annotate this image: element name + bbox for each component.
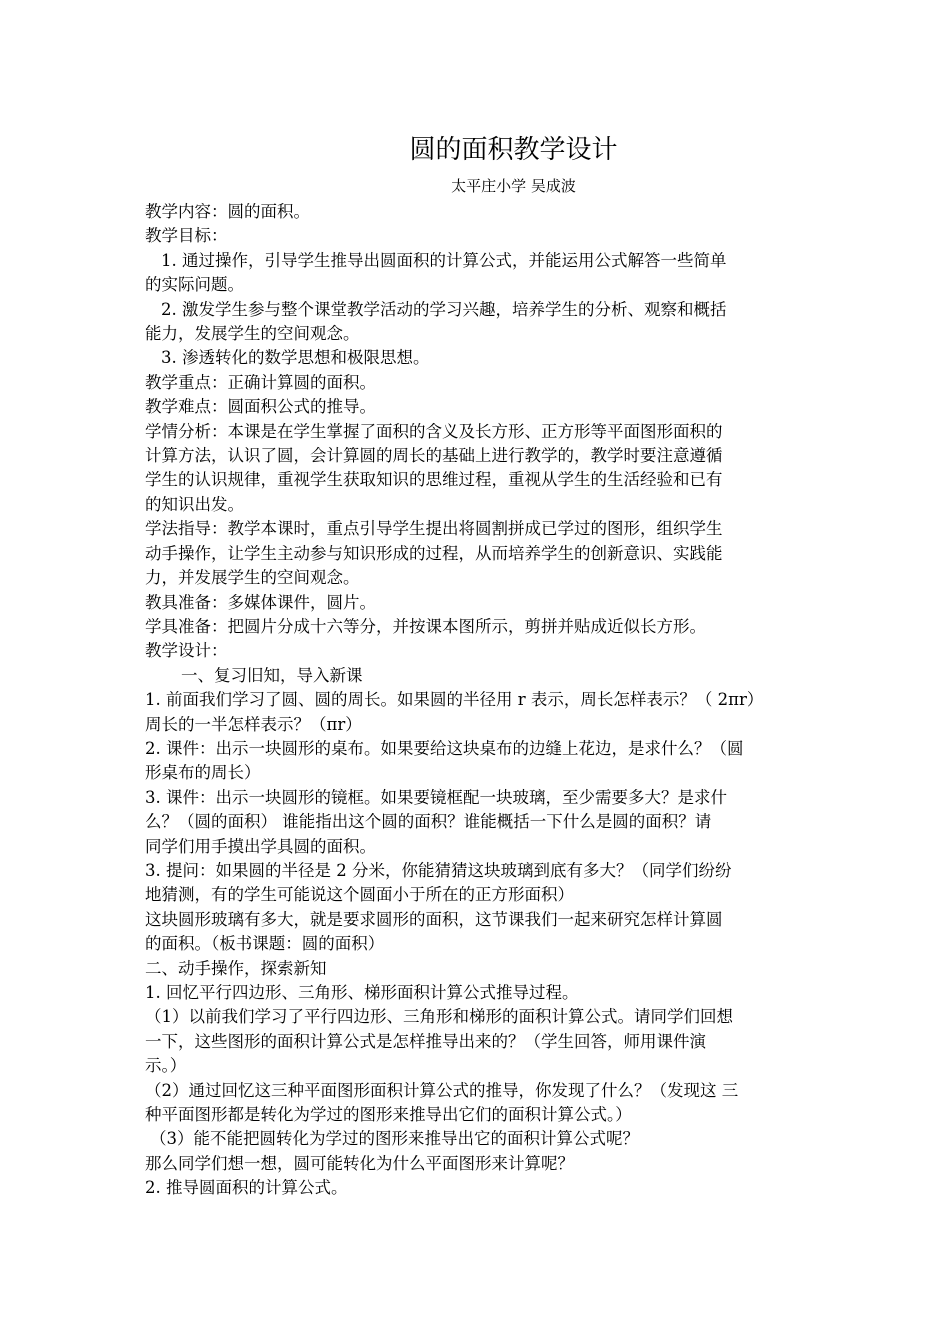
document-author: 太平庄小学 吴成波 bbox=[451, 177, 576, 195]
paragraph-line: 学生的认识规律，重视学生获取知识的思维过程，重视从学生的生活经验和已有 bbox=[145, 470, 723, 490]
paragraph-line: 的实际问题。 bbox=[145, 275, 244, 295]
paragraph-line: 3. 渗透转化的数学思想和极限思想。 bbox=[161, 348, 430, 368]
document-page bbox=[145, 130, 810, 1201]
paragraph-line: 一下，这些图形的面积计算公式是怎样推导出来的？（学生回答，师用课件演 bbox=[145, 1031, 706, 1051]
paragraph-line: 那么同学们想一想，圆可能转化为什么平面图形来计算呢？ bbox=[145, 1153, 574, 1173]
paragraph-line: 学具准备：把圆片分成十六等分，并按课本图所示，剪拼并贴成近似长方形。 bbox=[145, 616, 706, 636]
paragraph-line: 地猜测，有的学生可能说这个圆面小于所在的正方形面积） bbox=[145, 885, 574, 905]
paragraph-line: 教学目标： bbox=[145, 226, 228, 246]
paragraph-line: 动手操作，让学生主动参与知识形成的过程，从而培养学生的创新意识、实践能 bbox=[145, 543, 723, 563]
paragraph-line: 周长的一半怎样表示？（πr） bbox=[145, 714, 362, 734]
paragraph-line: 这块圆形玻璃有多大，就是要求圆形的面积，这节课我们一起来研究怎样计算圆 bbox=[145, 909, 723, 929]
paragraph-line: 1. 前面我们学习了圆、圆的周长。如果圆的半径用 r 表示，周长怎样表示？（ 2πr） bbox=[145, 690, 764, 710]
section-heading: 一、复习旧知，导入新课 bbox=[181, 665, 363, 685]
paragraph-line: 2. 推导圆面积的计算公式。 bbox=[145, 1178, 348, 1198]
paragraph-line: （1）以前我们学习了平行四边形、三角形和梯形的面积计算公式。请同学们回想 bbox=[145, 1007, 733, 1027]
paragraph-line: 示。） bbox=[145, 1056, 187, 1076]
paragraph-line: 同学们用手摸出学具圆的面积。 bbox=[145, 836, 376, 856]
paragraph-line: 么？（圆的面积） 谁能指出这个圆的面积？谁能概括一下什么是圆的面积？请 bbox=[145, 812, 712, 832]
paragraph-line: 2. 激发学生参与整个课堂教学活动的学习兴趣，培养学生的分析、观察和概括 bbox=[161, 299, 727, 319]
paragraph-line: 教学设计： bbox=[145, 641, 228, 661]
paragraph-line: 1. 通过操作，引导学生推导出圆面积的计算公式，并能运用公式解答一些简单 bbox=[161, 250, 727, 270]
paragraph-line: 学情分析：本课是在学生掌握了面积的含义及长方形、正方形等平面图形面积的 bbox=[145, 421, 723, 441]
paragraph-line: 教学重点：正确计算圆的面积。 bbox=[145, 372, 376, 392]
paragraph-line: 力，并发展学生的空间观念。 bbox=[145, 568, 360, 588]
paragraph-line: （2）通过回忆这三种平面图形面积计算公式的推导，你发现了什么？（发现这 三 bbox=[145, 1080, 739, 1100]
paragraph-line: 计算方法，认识了圆，会计算圆的周长的基础上进行教学的，教学时要注意遵循 bbox=[145, 446, 723, 466]
paragraph-line: 1. 回忆平行四边形、三角形、梯形面积计算公式推导过程。 bbox=[145, 983, 579, 1002]
paragraph-line: 的面积。（板书课题：圆的面积） bbox=[145, 934, 385, 954]
paragraph-line: 教具准备：多媒体课件，圆片。 bbox=[145, 592, 376, 612]
paragraph-line: 能力，发展学生的空间观念。 bbox=[145, 324, 360, 344]
paragraph-line: 教学内容：圆的面积。 bbox=[145, 202, 310, 221]
paragraph-line: 学法指导：教学本课时，重点引导学生提出将圆割拼成已学过的图形，组织学生 bbox=[145, 519, 723, 539]
paragraph-line: （3）能不能把圆转化为学过的图形来推导出它的面积计算公式呢？ bbox=[150, 1129, 639, 1149]
paragraph-line: 种平面图形都是转化为学过的图形来推导出它们的面积计算公式。） bbox=[145, 1105, 632, 1125]
document-title: 圆的面积教学设计 bbox=[409, 135, 618, 165]
section-heading: 二、动手操作，探索新知 bbox=[145, 958, 327, 978]
paragraph-line: 3. 提问：如果圆的半径是 2 分米，你能猜猜这块玻璃到底有多大？（同学们纷纷 bbox=[145, 860, 732, 880]
paragraph-line: 3. 课件：出示一块圆形的镜框。如果要镜框配一块玻璃，至少需要多大？是求什 bbox=[145, 787, 727, 807]
paragraph-line: 的知识出发。 bbox=[145, 494, 244, 514]
paragraph-line: 教学难点：圆面积公式的推导。 bbox=[145, 397, 376, 417]
paragraph-line: 形桌布的周长） bbox=[145, 763, 261, 783]
paragraph-line: 2. 课件：出示一块圆形的桌布。如果要给这块桌布的边缝上花边，是求什么？（圆 bbox=[145, 738, 744, 758]
